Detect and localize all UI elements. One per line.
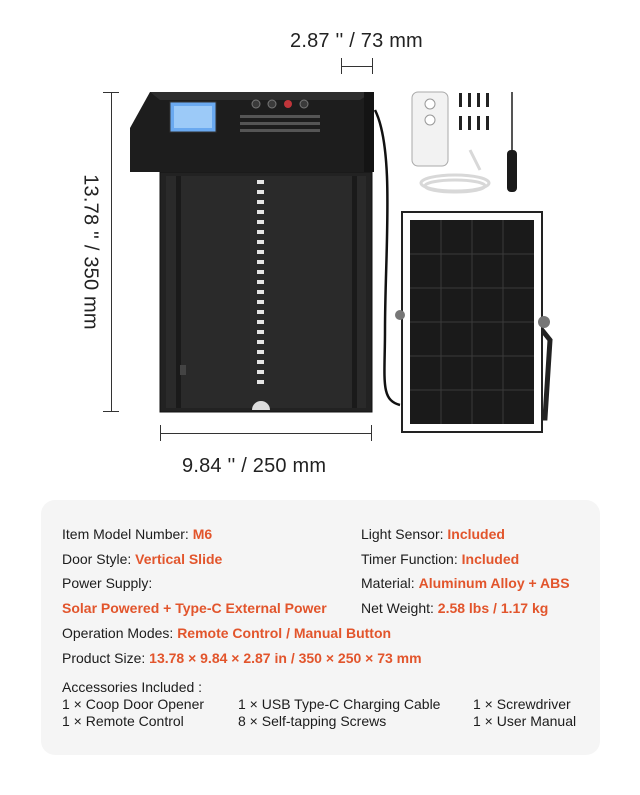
spec-door-label: Door Style: bbox=[62, 551, 132, 567]
width-dimension: 9.84 '' / 250 mm bbox=[182, 455, 327, 477]
accessory-item: 8 × Self-tapping Screws bbox=[238, 713, 387, 729]
remote-control bbox=[412, 92, 448, 166]
spec-power-value: Solar Powered + Type-C External Power bbox=[62, 600, 327, 616]
height-tick-top bbox=[103, 92, 119, 93]
screwdriver bbox=[507, 92, 517, 192]
spec-timer-value: Included bbox=[461, 551, 520, 567]
spec-size bbox=[62, 650, 422, 666]
accessory-item: 1 × Coop Door Opener bbox=[62, 696, 205, 712]
depth-tick-right bbox=[372, 58, 373, 74]
accessory-item: 1 × Remote Control bbox=[62, 713, 184, 729]
solar-panel bbox=[395, 212, 550, 432]
door-slots bbox=[257, 180, 264, 384]
spec-weight bbox=[361, 600, 548, 616]
spec-timer bbox=[361, 551, 519, 567]
spec-model bbox=[62, 526, 212, 542]
accessories-title: Accessories Included : bbox=[62, 679, 203, 695]
depth-dimension: 2.87 '' / 73 mm bbox=[290, 30, 423, 52]
accessory-item: 1 × Screwdriver bbox=[473, 696, 571, 712]
spec-operation-value: Remote Control / Manual Button bbox=[177, 625, 392, 641]
height-line bbox=[111, 92, 112, 412]
accessory-item: 1 × USB Type-C Charging Cable bbox=[238, 696, 441, 712]
spec-light-value: Included bbox=[447, 526, 505, 542]
depth-line bbox=[341, 66, 373, 67]
spec-weight-label: Net Weight: bbox=[361, 600, 434, 616]
spec-size-label: Product Size: bbox=[62, 650, 146, 666]
spec-material-label: Material: bbox=[361, 575, 415, 591]
spec-material-value: Aluminum Alloy + ABS bbox=[418, 575, 570, 591]
spec-model-label: Item Model Number: bbox=[62, 526, 189, 542]
door-panel bbox=[160, 172, 372, 412]
spec-door-value: Vertical Slide bbox=[135, 551, 223, 567]
spec-size-value: 13.78 × 9.84 × 2.87 in / 350 × 250 × 73 mm bbox=[149, 650, 422, 666]
spec-model-value: M6 bbox=[192, 526, 213, 542]
cable bbox=[375, 110, 400, 405]
accessory-item: 1 × User Manual bbox=[473, 713, 577, 729]
spec-operation-label: Operation Modes: bbox=[62, 625, 174, 641]
height-tick-bottom bbox=[103, 411, 119, 412]
height-dimension: 13.78 '' / 350 mm bbox=[79, 174, 102, 330]
spec-light-label: Light Sensor: bbox=[361, 526, 444, 542]
spec-timer-label: Timer Function: bbox=[361, 551, 458, 567]
spec-power-label: Power Supply: bbox=[62, 575, 153, 591]
width-tick-left bbox=[160, 425, 161, 441]
width-tick-right bbox=[371, 425, 372, 441]
screws bbox=[459, 93, 489, 130]
spec-weight-value: 2.58 lbs / 1.17 kg bbox=[437, 600, 549, 616]
control-housing bbox=[130, 92, 374, 172]
spec-light bbox=[361, 526, 505, 542]
spec-material bbox=[361, 575, 570, 591]
spec-door bbox=[62, 551, 222, 567]
spec-power bbox=[62, 600, 327, 616]
spec-operation bbox=[62, 625, 391, 641]
width-line bbox=[160, 433, 372, 434]
depth-tick-left bbox=[341, 58, 342, 74]
